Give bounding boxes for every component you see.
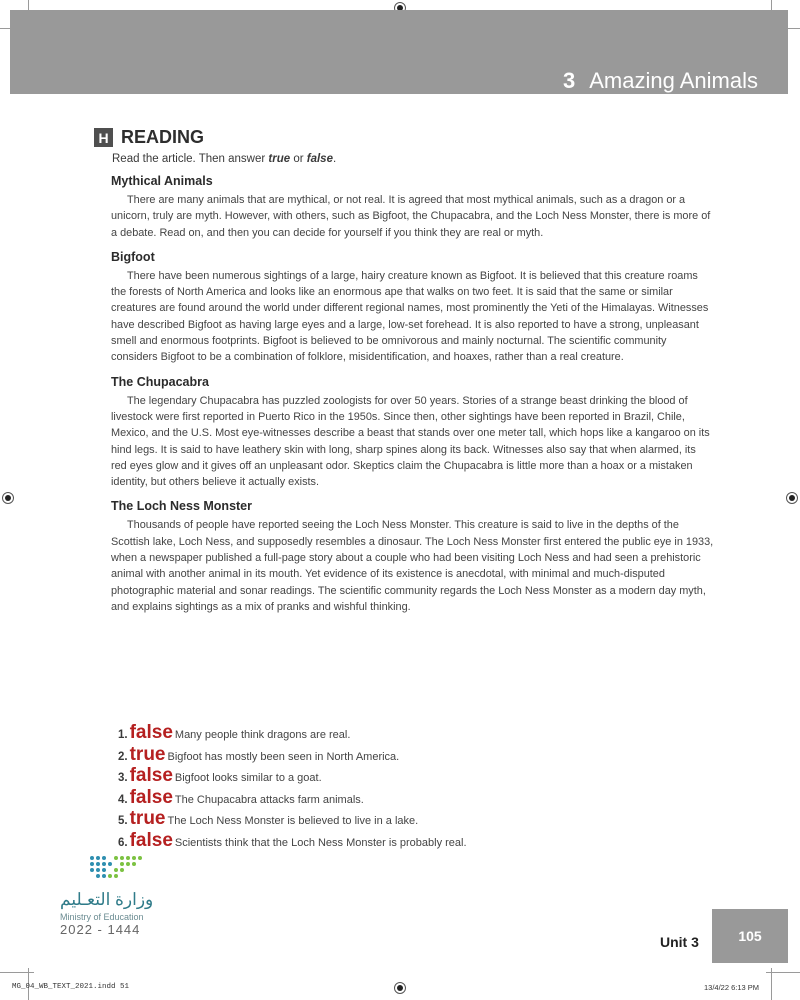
article-heading: Bigfoot: [111, 249, 155, 264]
ministry-year: 2022 - 1444: [60, 922, 141, 937]
question-item: [118, 744, 467, 766]
answer-input[interactable]: true: [129, 743, 166, 765]
page-number: 105: [712, 909, 788, 963]
article-heading: The Chupacabra: [111, 374, 209, 389]
instruction-prefix: Read the article. Then answer: [112, 153, 269, 165]
question-number: 2.: [118, 750, 128, 763]
section-badge: H: [94, 128, 113, 147]
unit-title: [563, 68, 758, 94]
ministry-arabic: وزارة التعـليم: [60, 890, 154, 909]
registration-mark-icon: [2, 492, 14, 504]
question-text: The Chupacabra attacks farm animals.: [174, 793, 364, 806]
question-item: [118, 722, 467, 744]
article-paragraph: The legendary Chupacabra has puzzled zoologists for over 50 years. Stories of a strange beast drinking the blood of livestock were first reported in Puerto Rico in the 1950s. Since then, other sightings have been reported in Brazil, Chile, Mexico, and the U.S. Most eye-witnesses describe a beast that stands over one meter tall, which hops like a kangaroo on its hind legs. It is said to have leathery skin with long, sharp spines along its back. Witnesses also say that when alarmed, its red eyes glow and it gives off an unpleasant odor. Skeptics claim the Chupacabra is little more than a hoax or a mistaken identity, but others believe it actually exists.: [111, 394, 710, 489]
question-number: 3.: [118, 772, 128, 784]
question-list: [118, 722, 467, 851]
question-item: [118, 765, 467, 787]
article-heading: The Loch Ness Monster: [111, 499, 252, 514]
answer-input[interactable]: false: [129, 765, 173, 786]
registration-mark-icon: [394, 982, 406, 994]
section-heading: [94, 127, 714, 148]
file-slug: MG_04_WB_TEXT_2021.indd 51: [12, 983, 130, 991]
question-text: Scientists think that the Loch Ness Monster is probably real.: [174, 836, 467, 849]
crop-mark: [0, 972, 34, 973]
article: [111, 174, 714, 615]
article-paragraph: Thousands of people have reported seeing the Loch Ness Monster. This creature is said to live in the depths of the Scottish lake, Loch Ness, and supposedly resembles a dinosaur. The Loch Ness Monster first entered the public eye in 1933, when a newspaper published a full-page story about a couple who had been visiting Loch Ness and had seen a prehistoric animal with another animal in its mouth. Yet evidence of its existence is anecdotal, with minimal and much-disputed photographic material and sonar readings. The scientific community regards the Loch Ness Monster as a modern day myth, and explains sightings as a mix of pranks and wishful thinking.: [111, 519, 714, 613]
registration-mark-icon: [786, 492, 798, 504]
question-item: [118, 830, 467, 852]
question-item: [118, 787, 467, 809]
unit-title-text: Amazing Animals: [589, 68, 758, 93]
print-timestamp: 13/4/22 6:13 PM: [704, 983, 760, 992]
answer-input[interactable]: false: [129, 829, 173, 851]
answer-input[interactable]: false: [129, 786, 173, 808]
answer-input[interactable]: false: [129, 722, 173, 743]
footer-unit-label: Unit 3: [660, 934, 699, 950]
crop-mark: [766, 972, 800, 973]
question-number: 5.: [118, 815, 128, 827]
instruction-end: .: [332, 153, 337, 165]
unit-number: 3: [563, 68, 576, 93]
article-heading: Mythical Animals: [111, 174, 213, 188]
instruction-or: or: [290, 153, 307, 165]
question-text: Many people think dragons are real.: [174, 729, 351, 741]
article-paragraph: There have been numerous sightings of a large, hairy creature known as Bigfoot. It is believed that this creature roams the forests of North America and looks like an enormous ape that walks on two feet. It is said that the same or similar creatures are found around the world under different regional names, most prominently the Yeti of the Himalayas. Witnesses have described Bigfoot as having large eyes and a large, low-set forehead. It is also reported to have a strong, unpleasant smell and enormous footprints. Bigfoot is believed to be omnivorous and mainly nocturnal. The scientific community considers Bigfoot to be a combination of folklore, misidentification, and hoaxes, rather than a real creature.: [111, 269, 709, 364]
question-item: [118, 808, 467, 830]
question-text: The Loch Ness Monster is believed to live in a lake.: [167, 815, 419, 827]
question-number: 4.: [118, 793, 128, 806]
question-text: Bigfoot has mostly been seen in North America.: [167, 750, 400, 763]
answer-input[interactable]: true: [129, 808, 166, 829]
question-number: 6.: [118, 836, 128, 849]
instruction-true: true: [268, 153, 291, 165]
instructions: [112, 153, 714, 165]
question-text: Bigfoot looks similar to a goat.: [174, 772, 322, 784]
section-title: READING: [121, 127, 205, 147]
ministry-logo-icon: [88, 852, 146, 880]
question-number: 1.: [118, 729, 128, 741]
reading-section: [94, 127, 714, 615]
article-paragraph: There are many animals that are mythical, or not real. It is agreed that most mythical animals, such as a dragon or a unicorn, truly are myth. However, with others, such as Bigfoot, the Chupacabra, and the Loch Ness Monster, there is more of a debate. Read on, and then you can decide for yourself if you think they are real or myth.: [111, 194, 711, 239]
header-banner: [10, 10, 788, 94]
ministry-english: Ministry of Education: [60, 912, 144, 922]
instruction-false: false: [306, 153, 333, 165]
